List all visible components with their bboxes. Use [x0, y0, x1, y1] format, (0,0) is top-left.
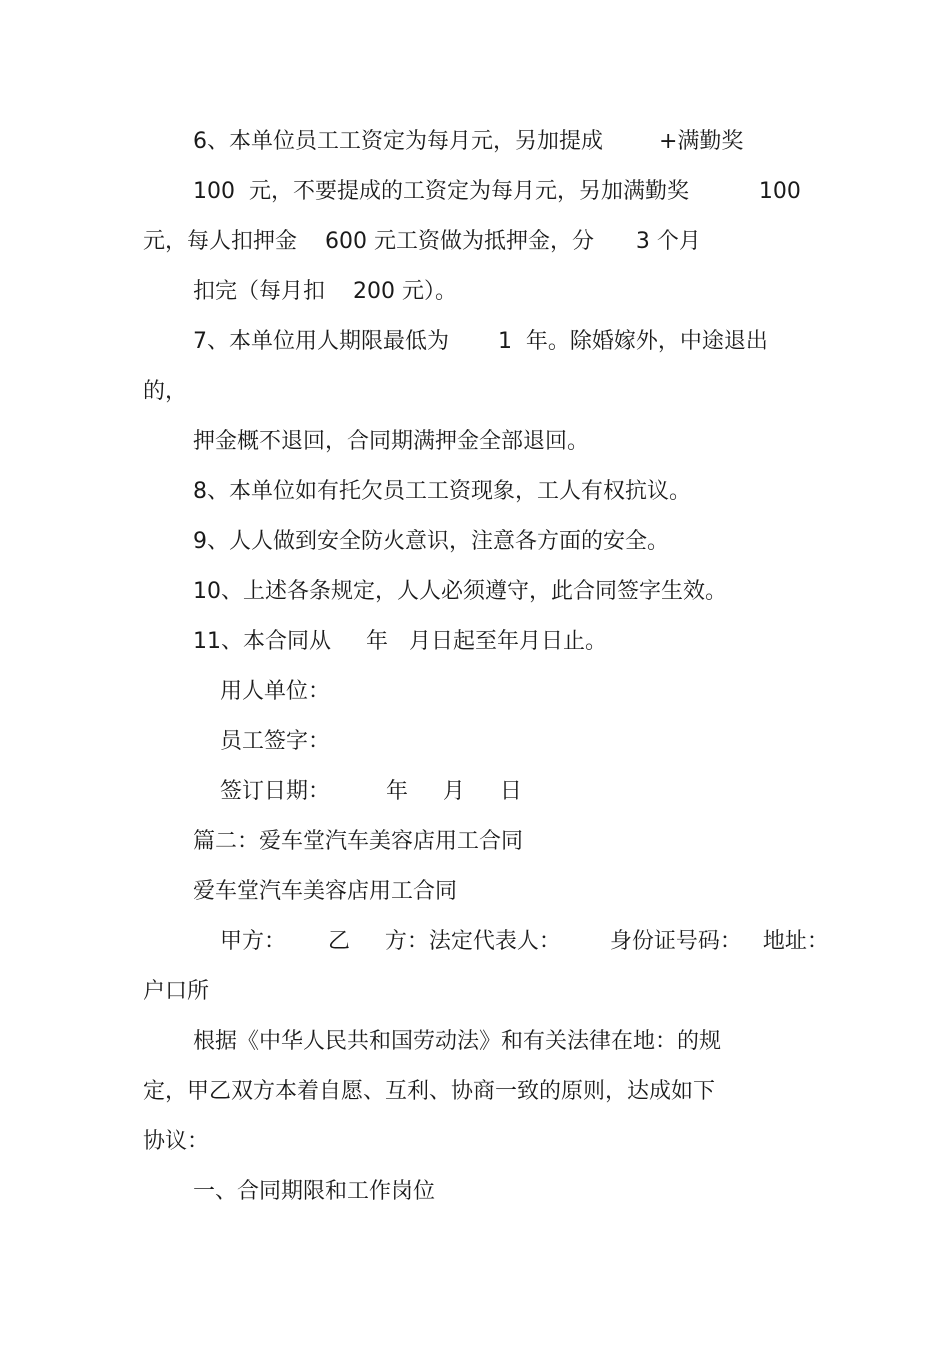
contract-title: 爱车堂汽车美容店用工合同 — [193, 879, 458, 904]
clause-7-line-3: 押金概不退回，合同期满押金全部退回。 — [193, 429, 590, 454]
clause-6-line-2: 100 元，不要提成的工资定为每月元，另加满勤奖 100 — [193, 179, 801, 204]
clause-7-line-1: 7、本单位用人期限最低为 1 年。除婚嫁外，中途退出 — [193, 329, 768, 354]
parties-line-continued: 户口所 — [143, 979, 210, 1004]
clause-10: 10、上述各条规定，人人必须遵守，此合同签字生效。 — [193, 579, 727, 604]
employer-signature-label: 用人单位： — [220, 679, 331, 704]
preamble-line-3: 协议： — [143, 1129, 210, 1154]
section-heading: 篇二：爱车堂汽车美容店用工合同 — [193, 829, 524, 854]
preamble-line-2: 定，甲乙双方本着自愿、互利、协商一致的原则，达成如下 — [143, 1079, 716, 1104]
clause-9: 9、人人做到安全防火意识，注意各方面的安全。 — [193, 529, 669, 554]
clause-11: 11、本合同从 年 月日起至年月日止。 — [193, 629, 607, 654]
clause-6-line-1: 6、本单位员工工资定为每月元，另加提成 +满勤奖 — [193, 129, 744, 154]
preamble-line-1: 根据《中华人民共和国劳动法》和有关法律在地：的规 — [193, 1029, 722, 1054]
signing-date-label: 签订日期： 年 月 日 — [220, 779, 522, 804]
employee-signature-label: 员工签字： — [220, 729, 331, 754]
clause-6-line-4: 扣完（每月扣 200 元）。 — [193, 279, 457, 304]
clause-7-line-2: 的， — [143, 379, 188, 404]
clause-6-line-3: 元，每人扣押金 600 元工资做为抵押金，分 3 个月 — [143, 229, 701, 254]
clause-8: 8、本单位如有托欠员工工资现象，工人有权抗议。 — [193, 479, 691, 504]
parties-line: 甲方： 乙 方：法定代表人： 身份证号码： 地址： — [220, 929, 829, 954]
article-1-heading: 一、合同期限和工作岗位 — [193, 1179, 436, 1204]
